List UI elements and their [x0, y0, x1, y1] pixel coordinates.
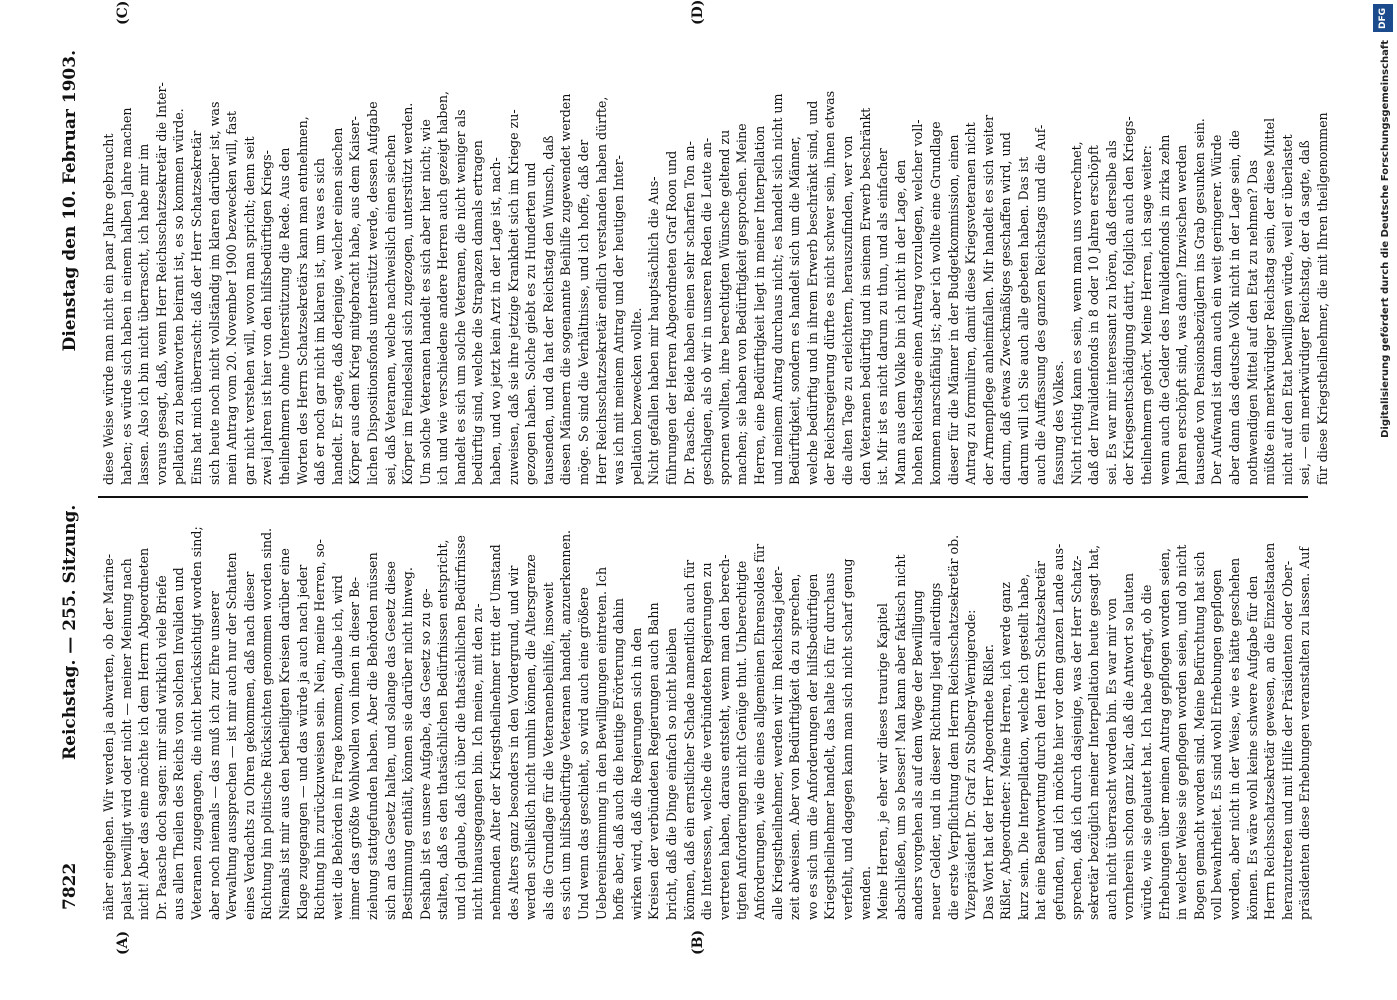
header-date: Dienstag den 10. Februar 1903. [60, 50, 80, 352]
text-line: pellation bezwecken wollte. [628, 307, 644, 485]
text-line: haben; es würde sich haben in einem halben Jahre machen [118, 107, 134, 485]
text-line: welche bedürftig und in ihrem Erwerb beschränkt sind, und [804, 100, 820, 485]
text-line: Körper aus dem Krieg mitgebracht habe, aus dem Kaiser- [347, 116, 363, 485]
text-line: palast bewilligt wird oder nicht — meiner Meinung nach [118, 558, 134, 920]
text-line: Antrag zu formuliren, damit diese Kriegsveteranen nicht [963, 122, 979, 485]
text-line: machen; sie haben von Bedürftigkeit gesprochen. Meine [734, 123, 750, 485]
text-line: nicht auf den Etat bewilligen würde, weil er überlastet [1279, 134, 1295, 485]
text-line: abschließen, um so besser! Man kann aber faktisch nicht [892, 554, 908, 920]
text-line: nicht hinausgegangen bin. Ich meine, mit den zu- [470, 603, 486, 920]
text-line: sich an das Gesetz halten, und solange das Gesetz diese [382, 561, 398, 920]
text-line: tigten Anforderungen nicht Genüge thut. Unberechtigte [734, 560, 750, 920]
left-text-column [100, 495, 1314, 920]
text-line: Worten des Herrn Schatzsekretärs kann man entnehmen, [294, 116, 310, 485]
text-line: sei, — ein merkwürdiger Reichstag, der da sagte, daß [1297, 140, 1313, 485]
text-line: Jahren erschöpft sind, was dann? Inzwischen werden [1174, 144, 1190, 485]
text-line: bedürftig sind, welche die Strapazen damals ertragen [470, 140, 486, 485]
text-line: heranzutreten und mit Hilfe der Präsidenten oder Ober- [1279, 560, 1295, 920]
text-line: zeit abweisen. Aber von Bedürftigkeit da zu sprechen, [787, 573, 803, 920]
text-line: daß er noch gar nicht im klaren ist, um was es sich [312, 158, 328, 485]
text-line: den Veteranen bedürftig und in seinem Erwerb beschränkt [857, 107, 873, 485]
text-line: auch nicht überrascht worden bin. Es war mir von [1103, 597, 1119, 920]
text-line: Mann aus dem Volke bin ich nicht in der Lage, den [892, 159, 908, 485]
text-line: wo es sich um die Anforderungen der hilfsbedürftigen [804, 573, 820, 920]
header-left-title: Reichstag. — 255. Sitzung. [60, 504, 80, 760]
text-line: kurz sein. Die Interpellation, welche ich gestellt habe, [1015, 573, 1031, 920]
text-line: ist. Mir ist es nicht darum zu thun, und als einfacher [875, 148, 891, 485]
text-line: die alten Tage zu erleichtern, herauszufinden, wer von [839, 135, 855, 485]
text-line: Uebereinstimmung in den Bewilligungen eintreten. Ich [593, 566, 609, 920]
page-header [60, 50, 90, 910]
text-line: hat eine Beantwortung durch den Herrn Schatzsekretär [1033, 560, 1049, 920]
text-line: spornen wollten, ihre berechtigten Wünsche geltend zu [716, 129, 732, 485]
text-line: was ich mit meinem Antrag und der heutigen Inter- [611, 155, 627, 485]
margin-marker-d: (D) [690, 0, 706, 25]
text-line: müßte ein merkwürdiger Reichstag sein, der diese Mittel [1262, 118, 1278, 485]
text-line: Verwaltung aussprechen — ist mir auch nur der Schatten [224, 552, 240, 920]
column-divider [98, 496, 1308, 498]
text-line: alle Kriegstheilnehmer, werden wir im Reichstag jeder- [769, 566, 785, 920]
text-line: als die Grundlage für die Veteranenbeihilfe, insoweit [540, 582, 556, 920]
text-line: daß der Invalidenfonds in 8 oder 10 Jahren erschöpft [1086, 145, 1102, 485]
text-line: Klage zugegangen — und das würde ja auch nach jeder [294, 564, 310, 920]
text-line: für diese Kriegstheilnehmer, die mit Ihren theilgenommen [1314, 112, 1330, 485]
text-line: in welcher Weise sie gepflogen worden seien, und ob nicht [1174, 544, 1190, 920]
text-line: gezogen haben. Solche giebt es zu Hunderten und [523, 162, 539, 485]
text-line: worden, aber nicht in der Weise, wie es hätte geschehen [1227, 557, 1242, 920]
text-line: Kreisen der verbündeten Regierungen auch Bahn [646, 602, 662, 920]
text-line: Um solche Veteranen handelt es sich aber hier nicht; wie [417, 119, 433, 485]
text-line: lichen Dispositionsfonds unterstützt werde, dessen Aufgabe [364, 101, 380, 485]
text-line: wirken wird, daß die Regierungen sich in den [628, 627, 644, 920]
text-line: handelt. Er sagte, daß derjenige, welcher einen siechen [329, 127, 345, 485]
text-line: würde, wie sie gelautet hat. Ich habe gefragt, ob die [1139, 584, 1155, 920]
text-line: voll bewahrheitet. Es sind wohl Erhebungen gepflogen [1209, 569, 1225, 920]
text-line: nicht! Aber das eine möchte ich dem Herrn Abgeordneten [136, 547, 152, 920]
text-line: tausende von Pensionsbezüglern ins Grab gesunken sein. [1191, 118, 1207, 485]
text-line: sich heute noch nicht vollständig im klaren darüber ist, was [206, 101, 222, 485]
right-text-column [100, 60, 1332, 485]
dfg-funding-note: Digitalisierung gefördert durch die Deutsche Forschungsgemeinschaft [1380, 40, 1391, 438]
text-line: Bogen gemacht worden sind. Meine Befürchtung hat sich [1191, 551, 1207, 920]
text-line: weit die Behörden in Frage kommen, glaube ich, wird [329, 575, 345, 920]
text-line: Erhebungen über meinen Antrag gepflogen worden seien, [1156, 547, 1172, 920]
text-line: fassung des Volkes. [1051, 360, 1067, 485]
text-line: immer das größte Wohlwollen von ihnen in dieser Be- [347, 576, 363, 920]
text-line: pellation zu beantworten beirant ist, es so kommen würde. [171, 108, 187, 485]
text-line: und ich glaube, daß ich über die thatsächlichen Bedürfnisse [452, 535, 468, 920]
text-line: mein Antrag vom 20. November 1900 bezwecken will, fast [224, 111, 240, 485]
text-line: vornherein schon ganz klar, daß die Antwort so lauten [1121, 572, 1137, 920]
text-line: dieser für die Männer in der Budgetkommission, einen [945, 134, 961, 485]
text-line: Rißler, Abgeordneter: Meine Herren, ich werde ganz [998, 582, 1014, 920]
text-line: geschlagen, als ob wir in unseren Reden die Leute an- [699, 137, 715, 485]
text-line: lassen. Also ich bin nicht überrascht, ich habe mir im [136, 143, 152, 485]
text-line: näher eingehen. Wir werden ja abwarten, ob der Marine- [101, 553, 116, 920]
text-line: eines Verdachts zu Ohren gekommen, daß nach dieser [241, 571, 257, 920]
text-line: theilnehmern ohne Unterstützung die Rede. Aus den [276, 147, 292, 485]
text-line: handelt es sich um solche Veteranen, die nicht weniger als [452, 109, 468, 485]
text-line: Eins hat mich überrascht: daß der Herr Schatzsekretär [188, 130, 204, 485]
text-line: der Kriegsentschädigung datirt, folglich auch den Kriegs- [1121, 116, 1137, 485]
text-line: Meine Herren, je eher wir dieses traurige Kapitel [875, 603, 891, 920]
text-line: und meinem Antrag durchaus nicht; es handelt sich nicht um [769, 93, 785, 485]
text-line: Anforderungen, wie die eines allgemeinen Ehrensoldes für [751, 543, 767, 920]
text-line: tausenden, und da hat der Reichstag den Wunsch, daß [540, 135, 556, 485]
text-line: sprechen, daß ich durch dasjenige, was der Herr Schatz- [1068, 555, 1084, 920]
text-line: aus allen Theilen des Reichs von solchen Invaliden und [171, 567, 187, 920]
text-line: Richtung hin zurückzuweisen sein. Nein, meine Herren, so- [312, 539, 328, 920]
text-line: verfehlt, und dagegen kann man sich nicht scharf genug [839, 558, 855, 920]
text-line: kommen marschfähig ist; aber ich wollte eine Grundlage [927, 121, 943, 485]
text-line: Herren, eine Bedürftigkeit liegt in meiner Interpellation [751, 125, 767, 485]
text-line: sei, daß Veteranen, welche nachweislich einen siechen [382, 134, 398, 485]
text-line: Herr Reichsschatzsekretär endlich verstanden haben dürfte, [593, 96, 609, 485]
text-line: anders vorgehen als auf dem Wege der Bewilligung [910, 590, 926, 920]
text-line: zwei Jahren ist hier von den hilfsbedürftigen Kriegs- [259, 150, 275, 485]
text-line: Vizepräsident Dr. Graf zu Stolberg-Wernigerode: [963, 609, 979, 920]
text-line: sekretär bezüglich meiner Interpellation heute gesagt hat, [1086, 544, 1102, 920]
page-number: 7822 [60, 862, 80, 910]
text-line: stalten, daß es den thatsächlichen Bedürfnissen entspricht, [435, 539, 451, 920]
text-line: darum will ich Sie auch alle gebeten haben. Das ist [1015, 156, 1031, 485]
text-line: führungen der Herren Abgeordneten Graf Roon und [664, 150, 679, 485]
text-line: nothwendigen Mittel auf den Etat zu nehmen? Das [1244, 160, 1260, 485]
text-line: ziehung stattgefunden haben. Aber die Behörden müssen [364, 552, 380, 920]
text-line: diesen Männern die sogenannte Beihilfe zugewendet werden [558, 93, 574, 485]
text-line: hohen Reichstage einen Antrag vorzulegen, welcher voll- [910, 119, 926, 485]
margin-marker-c: (C) [115, 0, 131, 25]
text-line: voraus gesagt, daß, wenn Herr Reichsschatzsekretär die Inter- [153, 82, 169, 485]
text-line: werden schließlich nicht umhin können, die Altersgrenze [523, 554, 539, 920]
text-line: Dr. Paasche doch sagen: mir sind wirklich viele Briefe [153, 575, 169, 920]
text-line: aber dann das deutsche Volk nicht in der Lage sein, die [1227, 130, 1242, 485]
dfg-logo: DFG [1373, 4, 1393, 32]
text-line: der Reichsregierung dürfte es nicht schwer sein, ihnen etwas [822, 90, 838, 485]
text-line: Bestimmung enthält, können sie darüber nicht hinweg. [400, 567, 416, 920]
text-line: Bedürftigkeit, sondern es handelt sich um die Männer, [787, 136, 803, 485]
text-line: Nicht gefallen haben mir hauptsächlich die Aus- [646, 176, 662, 485]
text-line: zuweisen, daß sie ihre jetzige Krankheit sich im Kriege zu- [505, 109, 521, 485]
text-line: aber noch niemals — das muß ich zur Ehre unserer [206, 591, 222, 920]
text-line: nehmenden Alter der Kriegstheilnehmer tritt der Umstand [488, 544, 504, 920]
text-line: Kriegstheilnehmer handelt, das halte ich für durchaus [822, 572, 838, 920]
text-line: der Armenpflege anheimfallen. Mir handelt es sich weiter [980, 114, 996, 485]
text-line: haben, und wo jetzt kein Arzt in der Lage ist, nach- [488, 157, 504, 485]
text-line: diese Weise würde man nicht ein paar Jahre gebraucht [101, 133, 116, 485]
text-line: auch die Auffassung des ganzen Reichstags und die Auf- [1033, 124, 1049, 485]
text-line: Richtung hin politische Rücksichten genommen worden sind. [259, 527, 275, 920]
text-line: wenn auch die Gelder des Invalidenfonds in zirka zehn [1156, 134, 1172, 485]
text-line: Deshalb ist es unsere Aufgabe, das Gesetz so zu ge- [417, 588, 433, 920]
margin-marker-b: (B) [690, 929, 706, 955]
text-line: ich und wie verschiedene andere Herren auch gezeigt haben, [435, 91, 451, 485]
text-line: möge. So sind die Verhältnisse, und ich hoffe, daß der [576, 139, 592, 485]
text-line: darum, daß etwas Zweckmäßiges geschaffen wird, und [998, 132, 1014, 485]
text-line: die Interessen, welche die verbündeten Regierungen zu [699, 562, 715, 920]
margin-marker-a: (A) [115, 930, 131, 955]
text-line: vertreten haben, daraus entsteht, wenn man den berech- [716, 554, 732, 920]
text-line: Körper im Feindesland sich zugezogen, unterstützt werden. [400, 102, 416, 485]
text-line: Dr. Paasche. Beide haben einen sehr scharfen Ton an- [681, 141, 697, 485]
text-line: die erste Verpflichtung dem Herrn Reichsschatzsekretär ob. [945, 534, 961, 920]
text-line: Und wenn das geschieht, so wird auch eine größere [576, 587, 592, 920]
text-line: gar nicht verstehen will, wovon man spricht; denn seit [241, 136, 257, 485]
text-line: können. Es wäre wohl keine schwere Aufgabe für den [1244, 575, 1260, 920]
text-line: können, daß ein ernstlicher Schade namentlich auch für [681, 559, 697, 920]
text-line: bricht, daß die Dinge einfach so nicht bleiben [664, 627, 679, 920]
text-line: Niemals ist mir aus den betheiligten Kreisen darüber eine [276, 548, 292, 920]
text-line: präsidenten diese Erhebungen veranstalten zu lassen. Auf [1297, 546, 1313, 920]
text-line: Herrn Reichsschatzsekretär gewesen, an die Einzelstaaten [1262, 542, 1278, 920]
text-line: des Alters ganz besonders in den Vordergrund, und wir [505, 565, 521, 920]
text-line: hoffe aber, daß auch die heutige Erörterung dahin [611, 598, 627, 920]
text-line: Nicht richtig kann es sein, wenn man uns vorrechnet, [1068, 141, 1084, 485]
text-line: wenden. [857, 866, 873, 920]
text-line: sei. Es war mir interessant zu hören, daß derselbe als [1103, 140, 1119, 485]
text-line: neuer Gelder, und in dieser Richtung liegt allerdings [927, 582, 943, 920]
text-line: es sich um hilfsbedürftige Veteranen handelt, anzuerkennen. [558, 529, 574, 920]
text-line: Der Aufwand ist dann auch ein weit geringerer. Würde [1209, 134, 1225, 485]
text-line: gefunden, und ich möchte hier vor dem ganzen Lande aus- [1051, 543, 1067, 920]
text-line: Veteranen zugegangen, die nicht berücksichtigt worden sind; [188, 526, 204, 920]
text-line: Das Wort hat der Herr Abgeordnete Rißler. [980, 644, 996, 920]
text-line: theilnehmern gehört. Meine Herren, ich sage weiter: [1139, 145, 1155, 485]
